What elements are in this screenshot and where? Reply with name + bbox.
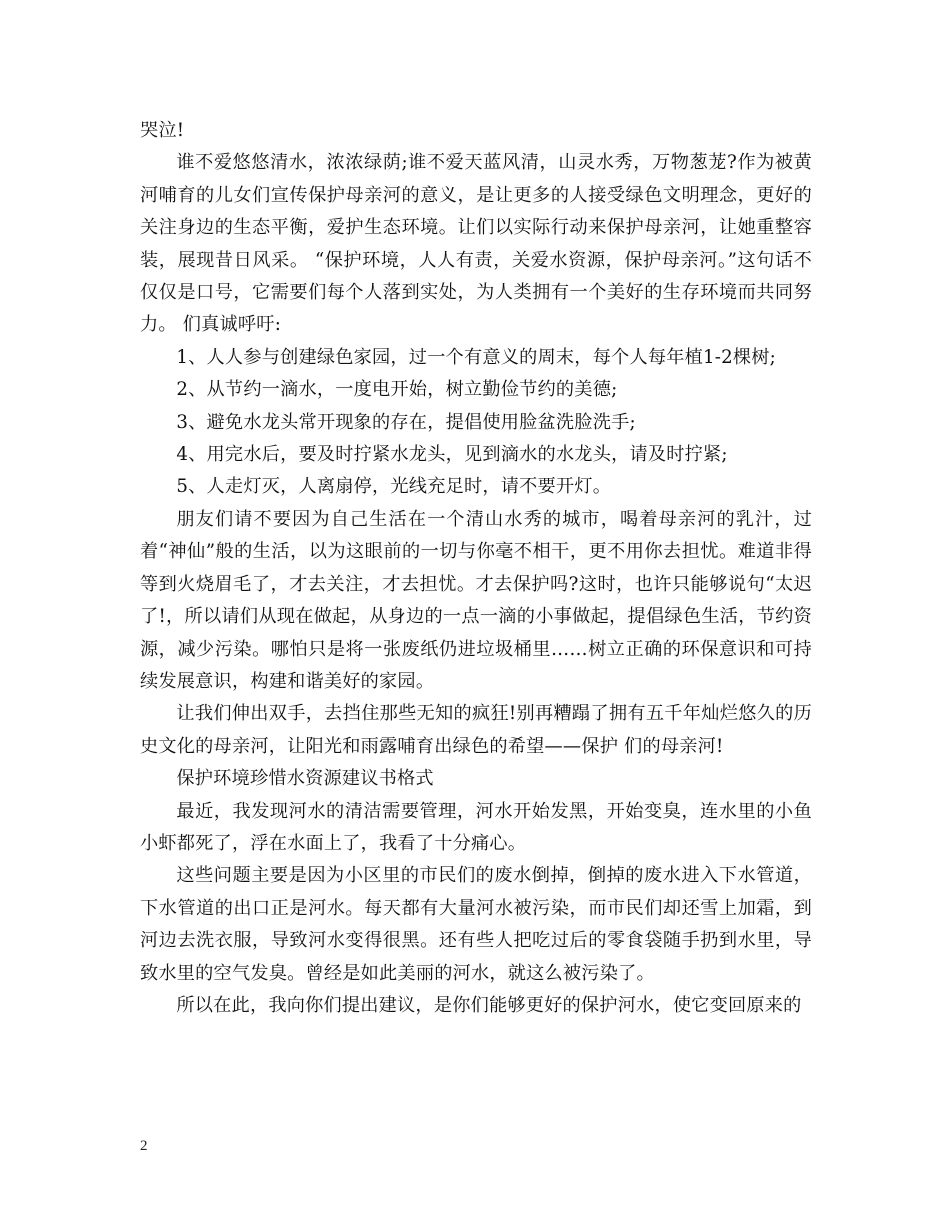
paragraph-8: 让我们伸出双手，去挡住那些无知的疯狂!别再糟蹋了拥有五千年灿烂悠久的历史文化的母亲河，让阳光和雨露哺育出绿色的希望——保护 们的母亲河! [140,703,812,757]
list-item-3: 3、避免水龙头常开现象的存在，提倡使用脸盆洗脸洗手; [176,411,636,433]
page-number: 2 [140,1138,148,1154]
paragraph-11: 这些问题主要是因为小区里的市民们的废水倒掉，倒掉的废水进入下水管道，下水管道的出口正是河水。每天都有大量河水被污染，而市民们却还雪上加霜，到河边去洗衣服，导致河水变得很黑。还有些人把吃过后的零食袋随手扔到水里，导致水里的空气发臭。曾经是如此美丽的河水，就这么被污染了。 [140,865,812,984]
list-item-2: 2、从节约一滴水，一度电开始，树立勤俭节约的美德; [176,379,618,401]
list-item-4: 4、用完水后，要及时拧紧水龙头，见到滴水的水龙头，请及时拧紧; [176,444,728,466]
document-body [140,115,812,1022]
paragraph-0: 哭泣! [140,120,185,141]
list-item-5: 5、人走灯灭，人离扇停，光线充足时，请不要开灯。 [176,476,612,498]
paragraph-10: 最近，我发现河水的清洁需要管理，河水开始发黑，开始变臭，连水里的小鱼小虾都死了，浮在水面上了，我看了十分痛心。 [140,800,812,854]
paragraph-1: 谁不爱悠悠清水，浓浓绿荫;谁不爱天蓝风清，山灵水秀，万物葱茏?作为被黄河哺育的儿女们宣传保护母亲河的意义，是让更多的人接受绿色文明理念，更好的关注身边的生态平衡，爱护生态环境。让们以实际行动来保护母亲河，让她重整容装，展现昔日风采。 “保护环境，人人有责，关爱水资源，保护母亲河。”这句话不仅仅是口号，它需要们每个人落到实处，为人类拥有一个美好的生存环境而共同努力。 们真诚呼吁: [140,152,812,336]
paragraph-12: 所以在此，我向你们提出建议，是你们能够更好的保护河水，使它变回原来的 [176,994,802,1016]
paragraph-7: 朋友们请不要因为自己生活在一个清山水秀的城市，喝着母亲河的乳汁，过着“神仙”般的生活，以为这眼前的一切与你毫不相干，更不用你去担忧。难道非得等到火烧眉毛了，才去关注，才去担忧。才去保护吗?这时，也许只能够说句“太迟了!，所以请们从现在做起，从身边的一点一滴的小事做起，提倡绿色生活，节约资源，减少污染。哪怕只是将一张废纸仍进垃圾桶里……树立正确的环保意识和可持续发展意识，构建和谐美好的家园。 [140,508,812,692]
section-heading: 保护环境珍惜水资源建议书格式 [176,768,434,790]
list-item-1: 1、人人参与创建绿色家园，过一个有意义的周末，每个人每年植1-2棵树; [176,346,777,368]
